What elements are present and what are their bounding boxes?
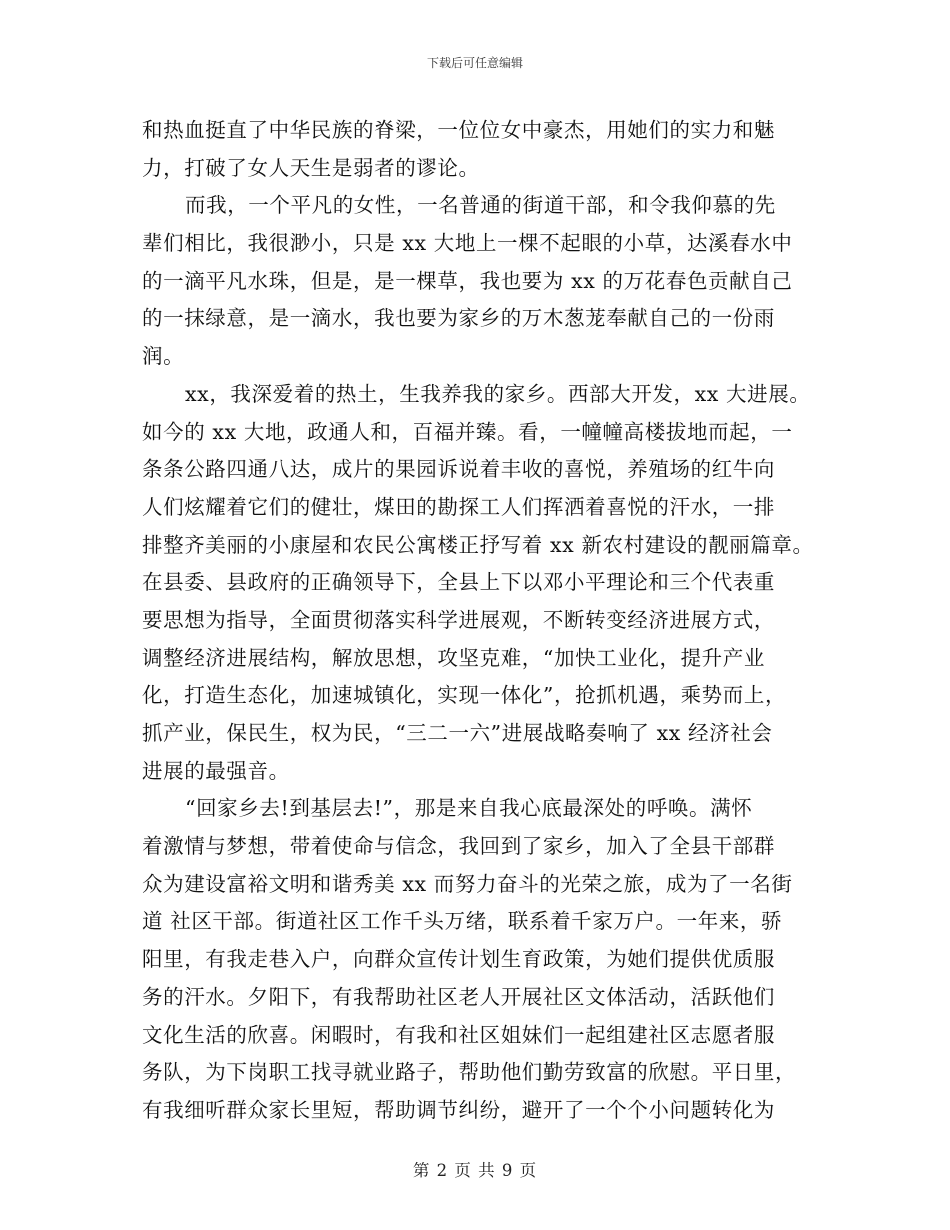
text-line: 道 社区干部。街道社区工作千头万绪，联系着千家万户。一年来，骄 — [142, 909, 783, 934]
text-line: 润。 — [142, 344, 185, 369]
text-line: 众为建设富裕文明和谐秀美 xx 而努力奋斗的光荣之旅，成为了一名街 — [142, 871, 793, 896]
text-line: 有我细听群众家长里短，帮助调节纠纷，避开了一个个小问题转化为 — [142, 1097, 775, 1122]
text-line: 化，打造生态化，加速城镇化，实现一体化”，抢抓机遇，乘势而上， — [142, 683, 787, 708]
text-line: 进展的最强音。 — [142, 758, 290, 783]
text-line: 人们炫耀着它们的健壮，煤田的勘探工人们挥洒着喜悦的汗水，一排 — [142, 494, 775, 519]
text-line: 的一抹绿意，是一滴水，我也要为家乡的万木葱茏奉献自己的一份雨 — [142, 306, 775, 331]
text-line: 如今的 xx 大地，政通人和，百福并臻。看，一幢幢高楼拔地而起，一 — [142, 419, 793, 444]
text-line: 文化生活的欣喜。闲暇时，有我和社区姐妹们一起组建社区志愿者服 — [142, 1022, 775, 1047]
text-line: 的一滴平凡水珠，但是，是一棵草，我也要为 xx 的万花春色贡献自己 — [142, 268, 793, 293]
page-header: 下载后可任意编辑 — [426, 56, 523, 70]
text-line: 阳里，有我走巷入户，向群众宣传计划生育政策，为她们提供优质服 — [142, 947, 775, 972]
text-line: 排整齐美丽的小康屋和农民公寓楼正抒写着 xx 新农村建设的靓丽篇章。 — [142, 532, 814, 557]
text-line: 条条公路四通八达，成片的果园诉说着丰收的喜悦，养殖场的红牛向 — [142, 457, 775, 482]
text-line: 务的汗水。夕阳下，有我帮助社区老人开展社区文体活动，活跃他们 — [142, 984, 775, 1009]
paragraph-start-line: xx，我深爱着的热土，生我养我的家乡。西部大开发，xx 大进展。 — [185, 381, 811, 406]
page-number-footer: 第 2 页 共 9 页 — [412, 1161, 538, 1180]
document-body — [142, 112, 814, 1130]
text-line: 辈们相比，我很渺小，只是 xx 大地上一棵不起眼的小草，达溪春水中 — [142, 231, 793, 256]
text-line: 在县委、县政府的正确领导下，全县上下以邓小平理论和三个代表重 — [142, 570, 775, 595]
text-line: 和热血挺直了中华民族的脊梁，一位位女中豪杰，用她们的实力和魅 — [142, 118, 775, 142]
text-line: 务队，为下岗职工找寻就业路子，帮助他们勤劳致富的欣慰。平日里， — [142, 1060, 797, 1085]
text-line: 力，打破了女人天生是弱者的谬论。 — [142, 155, 480, 180]
paragraph-start-line: “回家乡去!到基层去!”，那是来自我心底最深处的呼唤。满怀 — [185, 796, 753, 821]
text-line: 要思想为指导，全面贯彻落实科学进展观，不断转变经济进展方式， — [142, 607, 775, 632]
text-line: 着激情与梦想，带着使命与信念，我回到了家乡，加入了全县干部群 — [142, 834, 775, 859]
paragraph-start-line: 而我，一个平凡的女性，一名普通的街道干部，和令我仰慕的先 — [185, 193, 776, 218]
text-line: 调整经济进展结构，解放思想，攻坚克难，“加快工业化，提升产业 — [142, 645, 765, 670]
text-line: 抓产业，保民生，权为民，“三二一六”进展战略奏响了 xx 经济社会 — [142, 721, 773, 745]
